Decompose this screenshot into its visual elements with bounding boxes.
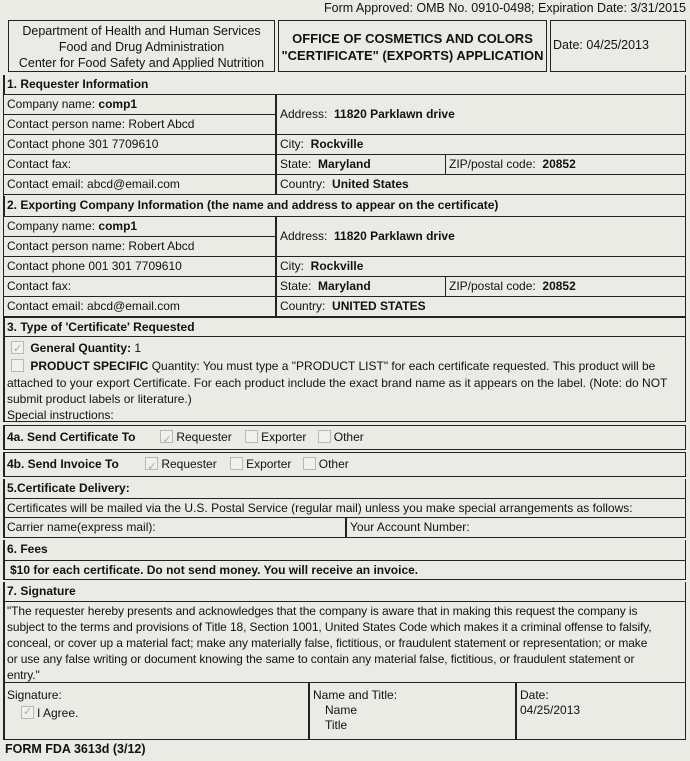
divider — [515, 683, 517, 740]
section4a-row — [3, 425, 686, 450]
section6-title: 6. Fees — [3, 540, 686, 561]
office-title-box — [278, 20, 547, 72]
s2-contact-fax: Contact fax: — [4, 277, 276, 297]
s1-company-cell — [4, 95, 276, 115]
section4a-title: 4a. Send Certificate To — [7, 430, 136, 444]
carrier-name-label: Carrier name(express mail): — [7, 520, 156, 534]
s2-contact-person: Contact person name: Robert Abcd — [4, 237, 276, 257]
s4b-other-label: Other — [318, 457, 349, 471]
signature-row — [3, 682, 686, 740]
statement-line: "The requester hereby presents and acknowledges that the company is aware that in making this request the company is — [7, 604, 638, 618]
section4b-row — [3, 452, 686, 477]
s4a-requester-option[interactable] — [160, 430, 231, 444]
name-title-cell — [313, 688, 397, 733]
agree-option[interactable] — [7, 706, 78, 721]
section6-fees-text: $10 for each certificate. Do not send money. You will receive an invoice. — [3, 560, 686, 580]
section7-title: 7. Signature — [3, 582, 686, 602]
signature-date-cell — [520, 688, 580, 718]
statement-line: entry." — [7, 668, 40, 682]
s1-city-label: City: — [280, 137, 304, 151]
s1-country-cell — [277, 175, 685, 195]
s1-city-value: Rockville — [310, 137, 364, 151]
s1-state-cell — [277, 155, 446, 175]
section5-title: 5.Certificate Delivery: — [3, 479, 686, 499]
s1-contact-email: Contact email: abcd@email.com — [4, 175, 276, 195]
s4a-exporter-option[interactable] — [245, 430, 306, 444]
s2-zip-value: 20852 — [542, 279, 576, 293]
s2-address-value: 11820 Parklawn drive — [334, 229, 455, 243]
general-quantity-row — [7, 339, 685, 358]
signature-date-label: Date: — [520, 688, 549, 702]
s2-state-cell — [277, 277, 446, 297]
section7-statement — [3, 601, 686, 683]
product-specific-label: PRODUCT SPECIFIC — [30, 359, 149, 373]
agree-checkbox[interactable] — [21, 706, 34, 719]
s4a-other-label: Other — [333, 430, 364, 444]
name-value: Name — [325, 703, 358, 717]
special-instructions-label: Special instructions: — [7, 408, 114, 422]
s4b-other-option[interactable] — [303, 457, 349, 471]
agency-line: Food and Drug Administration — [58, 40, 225, 54]
s4b-other-checkbox[interactable] — [303, 457, 316, 470]
s1-address-label: Address: — [280, 107, 328, 121]
s2-company-label: Company name: — [7, 219, 96, 233]
agency-box — [8, 20, 275, 72]
s1-state-value: Maryland — [318, 157, 371, 171]
s1-zip-label: ZIP/postal code: — [449, 157, 536, 171]
s1-zip-cell — [446, 155, 685, 175]
s1-address-cell — [277, 95, 685, 135]
s2-zip-cell — [446, 277, 685, 297]
s2-country-cell — [277, 297, 685, 317]
s1-contact-person: Contact person name: Robert Abcd — [4, 115, 276, 135]
general-quantity-checkbox[interactable] — [11, 341, 24, 354]
section3-title: 3. Type of 'Certificate' Requested — [3, 317, 686, 337]
divider — [345, 518, 347, 537]
approval-note: Form Approved: OMB No. 0910-0498; Expiration Date: 3/31/2015 — [323, 1, 686, 15]
section5-carrier-row — [3, 517, 686, 538]
s2-city-cell — [277, 257, 685, 277]
s2-address-label: Address: — [280, 229, 328, 243]
s1-company-value: comp1 — [98, 97, 138, 111]
name-title-label: Name and Title: — [313, 688, 398, 702]
s1-contact-phone: Contact phone 301 7709610 — [4, 135, 276, 155]
section5-note: Certificates will be mailed via the U.S. Postal Service (regular mail) unless you make special arrangements as follows: — [3, 498, 686, 518]
section3-body — [3, 336, 686, 422]
s2-state-value: Maryland — [318, 279, 371, 293]
product-specific-text-line2: attached to your export Certificate. For each product include the exact brand name as it appears on the label. (Note: do NOT — [7, 376, 668, 390]
s1-contact-fax: Contact fax: — [4, 155, 276, 175]
signature-cell — [7, 688, 78, 721]
s2-company-cell — [4, 217, 276, 237]
product-specific-row — [7, 358, 685, 375]
s4a-requester-label: Requester — [176, 430, 232, 444]
s1-country-value: United States — [332, 177, 409, 191]
agree-label: I Agree. — [37, 706, 79, 720]
s4b-exporter-label: Exporter — [246, 457, 292, 471]
s2-contact-phone: Contact phone 001 301 7709610 — [4, 257, 276, 277]
section1-body — [3, 95, 686, 196]
s1-address-value: 11820 Parklawn drive — [334, 107, 455, 121]
header-date-value: 04/25/2013 — [586, 38, 649, 52]
agency-line: Center for Food Safety and Applied Nutrition — [18, 56, 265, 70]
statement-line: conceal, or cover up a material fact; make any materially false, fictitious, or fraudulent statement or representation; or make — [7, 636, 648, 650]
s2-company-value: comp1 — [98, 219, 138, 233]
signature-label: Signature: — [7, 688, 62, 702]
s4b-exporter-option[interactable] — [230, 457, 291, 471]
section1-title: 1. Requester Information — [3, 75, 686, 95]
s4a-other-option[interactable] — [318, 430, 364, 444]
header-date-label: Date: — [553, 38, 583, 52]
s2-state-label: State: — [280, 279, 312, 293]
s4b-requester-label: Requester — [161, 457, 217, 471]
signature-date-value: 04/25/2013 — [520, 703, 581, 717]
form-id: FORM FDA 3613d (3/12) — [5, 742, 146, 756]
section2-title: 2. Exporting Company Information (the name and address to appear on the certificate) — [3, 196, 686, 217]
product-specific-checkbox[interactable] — [11, 359, 24, 372]
product-specific-text-line3: submit product labels or literature.) — [7, 392, 192, 406]
s2-city-value: Rockville — [310, 259, 364, 273]
s4a-exporter-checkbox[interactable] — [245, 430, 258, 443]
office-line: OFFICE OF COSMETICS AND COLORS — [292, 31, 533, 46]
agency-line: Department of Health and Human Services — [22, 24, 261, 38]
section2-body — [3, 217, 686, 318]
s1-city-cell — [277, 135, 685, 155]
office-line: "CERTIFICATE" (EXPORTS) APPLICATION — [281, 48, 544, 63]
s4a-requester-checkbox[interactable] — [160, 430, 173, 443]
s1-zip-value: 20852 — [542, 157, 576, 171]
s2-country-value: UNITED STATES — [332, 299, 426, 313]
header-date-box — [550, 20, 686, 72]
s4b-requester-checkbox[interactable] — [145, 457, 158, 470]
s1-country-label: Country: — [280, 177, 326, 191]
s4a-other-checkbox[interactable] — [318, 430, 331, 443]
general-quantity-value: 1 — [134, 341, 142, 355]
account-number-label: Your Account Number: — [350, 520, 470, 534]
s2-zip-label: ZIP/postal code: — [449, 279, 536, 293]
title-value: Title — [325, 718, 348, 732]
s4b-exporter-checkbox[interactable] — [230, 457, 243, 470]
section4b-title: 4b. Send Invoice To — [7, 457, 119, 471]
statement-line: or use any false writing or document knowing the same to contain any material false, fictitious, or fraudulent statement or — [7, 652, 635, 666]
s2-address-cell — [277, 217, 685, 257]
product-specific-text: Quantity: You must type a "PRODUCT LIST" for each certificate requested. This product will be — [148, 359, 656, 373]
s2-country-label: Country: — [280, 299, 326, 313]
s4b-requester-option[interactable] — [145, 457, 216, 471]
general-quantity-label: General Quantity: — [30, 341, 132, 355]
s1-company-label: Company name: — [7, 97, 96, 111]
s1-state-label: State: — [280, 157, 312, 171]
divider — [308, 683, 310, 740]
s2-contact-email: Contact email: abcd@email.com — [4, 297, 276, 317]
s4a-exporter-label: Exporter — [261, 430, 307, 444]
statement-line: subject to the terms and provisions of Title 18, Section 1001, United States Code which makes it a criminal offense to falsify, — [7, 620, 652, 634]
s2-city-label: City: — [280, 259, 304, 273]
